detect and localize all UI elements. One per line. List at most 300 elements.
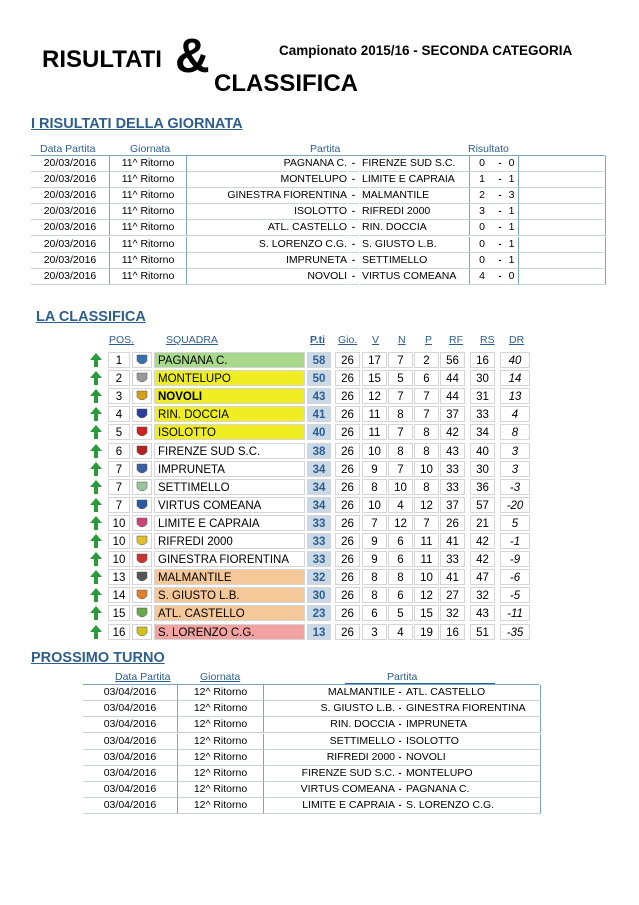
wins: 15	[362, 370, 387, 386]
wins: 9	[362, 551, 387, 567]
games-played: 26	[335, 497, 360, 513]
atl-castello-logo-icon	[132, 605, 152, 621]
up-arrow-icon	[89, 370, 103, 386]
match-date: 03/04/2016	[83, 750, 178, 766]
match-round: 11^ Ritorno	[110, 204, 187, 220]
away-team: RIN. DOCCIA	[360, 220, 470, 236]
position-number: 13	[108, 569, 130, 585]
away-team: ISOLOTTO	[405, 734, 541, 750]
result-spacer	[519, 237, 606, 253]
home-goals: 3	[469, 204, 495, 220]
up-arrow-icon	[89, 424, 103, 440]
away-team: IMPRUNETA	[405, 717, 541, 733]
match-separator: -	[395, 798, 405, 814]
match-date: 20/03/2016	[31, 156, 110, 172]
goals-against: 31	[470, 388, 495, 404]
results-row	[31, 156, 605, 172]
draws: 8	[388, 406, 413, 422]
draws: 6	[388, 551, 413, 567]
losses: 8	[414, 443, 439, 459]
away-team: RIFREDI 2000	[360, 204, 470, 220]
standings-header-points: P.ti	[310, 334, 325, 346]
goals-for: 56	[440, 352, 465, 368]
home-team: GINESTRA FIORENTINA	[187, 188, 347, 204]
games-played: 26	[335, 352, 360, 368]
goals-for: 33	[440, 479, 465, 495]
games-played: 26	[335, 533, 360, 549]
home-goals: 0	[469, 237, 495, 253]
away-team: GINESTRA FIORENTINA	[405, 701, 541, 717]
match-date: 20/03/2016	[31, 269, 110, 285]
away-team: MALMANTILE	[360, 188, 470, 204]
up-arrow-icon	[89, 497, 103, 513]
away-goals: 3	[505, 188, 519, 204]
match-round: 11^ Ritorno	[110, 188, 187, 204]
up-arrow-icon	[89, 624, 103, 640]
match-date: 20/03/2016	[31, 253, 110, 269]
team-points: 23	[307, 605, 331, 621]
home-team: SETTIMELLO	[264, 734, 395, 750]
score-separator: -	[495, 269, 505, 285]
games-played: 26	[335, 587, 360, 603]
goals-for: 37	[440, 406, 465, 422]
next-match-row	[83, 734, 539, 750]
away-team: ATL. CASTELLO	[405, 685, 541, 701]
title-classifica: CLASSIFICA	[214, 70, 358, 97]
losses: 7	[414, 388, 439, 404]
team-points: 43	[307, 388, 331, 404]
team-name: PAGNANA C.	[154, 352, 305, 368]
away-team: S. GIUSTO L.B.	[360, 237, 470, 253]
championship-label: Campionato 2015/16 - SECONDA CATEGORIA	[279, 43, 573, 58]
match-separator: -	[395, 717, 405, 733]
goal-difference: 5	[500, 515, 530, 531]
away-team: VIRTUS COMEANA	[360, 269, 470, 285]
draws: 6	[388, 587, 413, 603]
losses: 12	[414, 587, 439, 603]
team-points: 13	[307, 624, 331, 640]
standings-header-wins: V	[372, 334, 380, 346]
losses: 12	[414, 497, 439, 513]
score-separator: -	[495, 188, 505, 204]
away-team: MONTELUPO	[405, 766, 541, 782]
team-name: MONTELUPO	[154, 370, 305, 386]
wins: 10	[362, 497, 387, 513]
match-round: 11^ Ritorno	[110, 156, 187, 172]
position-number: 7	[108, 461, 130, 477]
away-goals: 1	[505, 237, 519, 253]
away-team: FIRENZE SUD S.C.	[360, 156, 470, 172]
home-team: FIRENZE SUD S.C.	[264, 766, 395, 782]
match-date: 03/04/2016	[83, 766, 178, 782]
score-separator: -	[348, 188, 359, 204]
goals-for: 44	[440, 388, 465, 404]
team-name: NOVOLI	[154, 388, 305, 404]
goals-for: 41	[440, 533, 465, 549]
match-round: 11^ Ritorno	[110, 269, 187, 285]
draws: 4	[388, 497, 413, 513]
up-arrow-icon	[89, 461, 103, 477]
goal-difference: 40	[500, 352, 530, 368]
score-separator: -	[348, 269, 359, 285]
away-goals: 1	[505, 172, 519, 188]
goals-for: 37	[440, 497, 465, 513]
s-lorenzo-logo-icon	[132, 624, 152, 640]
score-separator: -	[348, 220, 359, 236]
games-played: 26	[335, 388, 360, 404]
malmantile-logo-icon	[132, 569, 152, 585]
goal-difference: -1	[500, 533, 530, 549]
standings-header-goal-diff: DR	[509, 334, 525, 346]
wins: 17	[362, 352, 387, 368]
standings-header-losses: P	[425, 334, 433, 346]
montelupo-logo-icon	[132, 370, 152, 386]
score-separator: -	[495, 253, 505, 269]
score-separator: -	[348, 204, 359, 220]
limite-capraia-logo-icon	[132, 515, 152, 531]
team-points: 38	[307, 443, 331, 459]
games-played: 26	[335, 406, 360, 422]
position-number: 2	[108, 370, 130, 386]
goal-difference: 4	[500, 406, 530, 422]
result-spacer	[519, 220, 606, 236]
away-team: LIMITE E CAPRAIA	[360, 172, 470, 188]
goals-against: 34	[470, 424, 495, 440]
wins: 8	[362, 587, 387, 603]
home-team: RIN. DOCCIA	[264, 717, 395, 733]
goal-difference: 13	[500, 388, 530, 404]
match-round: 11^ Ritorno	[110, 237, 187, 253]
home-team: MALMANTILE	[264, 685, 395, 701]
goals-for: 27	[440, 587, 465, 603]
away-goals: 0	[505, 156, 519, 172]
match-separator: -	[395, 734, 405, 750]
games-played: 26	[335, 515, 360, 531]
goals-against: 36	[470, 479, 495, 495]
results-row	[31, 253, 605, 269]
s-giusto-logo-icon	[132, 587, 152, 603]
goal-difference: -3	[500, 479, 530, 495]
score-separator: -	[495, 172, 505, 188]
losses: 10	[414, 461, 439, 477]
goals-for: 33	[440, 551, 465, 567]
games-played: 26	[335, 424, 360, 440]
match-date: 03/04/2016	[83, 782, 178, 798]
results-row	[31, 172, 605, 188]
team-name: RIFREDI 2000	[154, 533, 305, 549]
home-team: RIFREDI 2000	[264, 750, 395, 766]
team-points: 32	[307, 569, 331, 585]
goals-against: 40	[470, 443, 495, 459]
up-arrow-icon	[89, 569, 103, 585]
team-points: 41	[307, 406, 331, 422]
match-date: 03/04/2016	[83, 798, 178, 814]
team-points: 34	[307, 497, 331, 513]
standings-header-draws: N	[398, 334, 406, 346]
team-name: RIN. DOCCIA	[154, 406, 305, 422]
position-number: 3	[108, 388, 130, 404]
match-round: 12^ Ritorno	[178, 734, 264, 750]
next-header-round: Giornata	[200, 671, 241, 683]
up-arrow-icon	[89, 587, 103, 603]
match-date: 03/04/2016	[83, 734, 178, 750]
games-played: 26	[335, 551, 360, 567]
home-goals: 1	[469, 172, 495, 188]
losses: 6	[414, 370, 439, 386]
wins: 12	[362, 388, 387, 404]
away-goals: 1	[505, 204, 519, 220]
team-name: IMPRUNETA	[154, 461, 305, 477]
title-ampersand: &	[175, 30, 210, 83]
draws: 8	[388, 569, 413, 585]
position-number: 10	[108, 533, 130, 549]
goal-difference: 3	[500, 443, 530, 459]
wins: 6	[362, 605, 387, 621]
match-separator: -	[395, 701, 405, 717]
virtus-comeana-logo-icon	[132, 497, 152, 513]
score-separator: -	[495, 220, 505, 236]
next-match-row	[83, 701, 539, 717]
games-played: 26	[335, 624, 360, 640]
goals-for: 44	[440, 370, 465, 386]
match-date: 20/03/2016	[31, 172, 110, 188]
title-risultati: RISULTATI	[42, 46, 162, 73]
position-number: 4	[108, 406, 130, 422]
firenze-sud-logo-icon	[132, 443, 152, 459]
impruneta-logo-icon	[132, 461, 152, 477]
goals-against: 32	[470, 587, 495, 603]
team-name: ATL. CASTELLO	[154, 605, 305, 621]
score-separator: -	[495, 237, 505, 253]
standings-header-team: SQUADRA	[166, 334, 218, 346]
results-row	[31, 237, 605, 253]
up-arrow-icon	[89, 479, 103, 495]
match-date: 20/03/2016	[31, 204, 110, 220]
draws: 7	[388, 461, 413, 477]
team-points: 50	[307, 370, 331, 386]
losses: 8	[414, 479, 439, 495]
goals-against: 47	[470, 569, 495, 585]
draws: 7	[388, 352, 413, 368]
goal-difference: -11	[500, 605, 530, 621]
home-team: LIMITE E CAPRAIA	[264, 798, 395, 814]
results-header-match: Partita	[310, 143, 341, 155]
result-spacer	[519, 172, 606, 188]
match-date: 03/04/2016	[83, 717, 178, 733]
result-spacer	[519, 188, 606, 204]
team-points: 30	[307, 587, 331, 603]
position-number: 5	[108, 424, 130, 440]
wins: 7	[362, 515, 387, 531]
match-separator: -	[395, 782, 405, 798]
goal-difference: -5	[500, 587, 530, 603]
match-round: 12^ Ritorno	[178, 717, 264, 733]
home-team: PAGNANA C.	[187, 156, 347, 172]
wins: 9	[362, 461, 387, 477]
rin-doccia-logo-icon	[132, 406, 152, 422]
goals-against: 42	[470, 533, 495, 549]
results-row	[31, 269, 605, 285]
home-goals: 2	[469, 188, 495, 204]
games-played: 26	[335, 370, 360, 386]
score-separator: -	[348, 237, 359, 253]
draws: 8	[388, 443, 413, 459]
wins: 9	[362, 533, 387, 549]
goals-against: 33	[470, 406, 495, 422]
match-separator: -	[395, 766, 405, 782]
losses: 15	[414, 605, 439, 621]
team-name: ISOLOTTO	[154, 424, 305, 440]
next-header-match: Partita	[387, 671, 418, 683]
match-round: 11^ Ritorno	[110, 220, 187, 236]
match-round: 11^ Ritorno	[110, 253, 187, 269]
results-row	[31, 188, 605, 204]
away-goals: 0	[505, 269, 519, 285]
wins: 8	[362, 479, 387, 495]
up-arrow-icon	[89, 406, 103, 422]
games-played: 26	[335, 443, 360, 459]
losses: 19	[414, 624, 439, 640]
home-team: ISOLOTTO	[187, 204, 347, 220]
score-separator: -	[495, 156, 505, 172]
draws: 12	[388, 515, 413, 531]
home-team: IMPRUNETA	[187, 253, 347, 269]
isolotto-logo-icon	[132, 424, 152, 440]
goals-against: 30	[470, 461, 495, 477]
next-match-row	[83, 685, 539, 701]
match-date: 20/03/2016	[31, 220, 110, 236]
up-arrow-icon	[89, 443, 103, 459]
losses: 11	[414, 551, 439, 567]
match-date: 03/04/2016	[83, 701, 178, 717]
goal-difference: -6	[500, 569, 530, 585]
team-points: 40	[307, 424, 331, 440]
team-name: VIRTUS COMEANA	[154, 497, 305, 513]
team-name: GINESTRA FIORENTINA	[154, 551, 305, 567]
goals-against: 43	[470, 605, 495, 621]
next-round-section-title: PROSSIMO TURNO	[31, 650, 165, 666]
goals-for: 42	[440, 424, 465, 440]
losses: 2	[414, 352, 439, 368]
wins: 8	[362, 569, 387, 585]
goals-for: 41	[440, 569, 465, 585]
score-separator: -	[348, 253, 359, 269]
away-goals: 1	[505, 220, 519, 236]
results-row	[31, 204, 605, 220]
draws: 5	[388, 370, 413, 386]
next-match-row	[83, 782, 539, 798]
losses: 10	[414, 569, 439, 585]
away-goals: 1	[505, 253, 519, 269]
result-spacer	[519, 253, 606, 269]
draws: 10	[388, 479, 413, 495]
team-name: S. LORENZO C.G.	[154, 624, 305, 640]
wins: 3	[362, 624, 387, 640]
losses: 7	[414, 406, 439, 422]
match-round: 12^ Ritorno	[178, 766, 264, 782]
match-round: 12^ Ritorno	[178, 750, 264, 766]
position-number: 6	[108, 443, 130, 459]
goals-against: 16	[470, 352, 495, 368]
position-number: 10	[108, 515, 130, 531]
position-number: 14	[108, 587, 130, 603]
position-number: 16	[108, 624, 130, 640]
team-points: 33	[307, 515, 331, 531]
up-arrow-icon	[89, 551, 103, 567]
next-header-date: Data Partita	[115, 671, 171, 683]
match-round: 12^ Ritorno	[178, 685, 264, 701]
team-name: MALMANTILE	[154, 569, 305, 585]
goal-difference: -9	[500, 551, 530, 567]
novoli-logo-icon	[132, 388, 152, 404]
home-goals: 0	[469, 253, 495, 269]
next-match-row	[83, 798, 539, 814]
draws: 6	[388, 533, 413, 549]
goals-for: 32	[440, 605, 465, 621]
wins: 11	[362, 406, 387, 422]
pagnana-logo-icon	[132, 352, 152, 368]
up-arrow-icon	[89, 388, 103, 404]
home-team: NOVOLI	[187, 269, 347, 285]
up-arrow-icon	[89, 352, 103, 368]
goals-for: 26	[440, 515, 465, 531]
results-row	[31, 220, 605, 236]
results-header-round: Giornata	[130, 143, 171, 155]
score-separator: -	[348, 172, 359, 188]
rifredi-logo-icon	[132, 533, 152, 549]
up-arrow-icon	[89, 515, 103, 531]
match-round: 12^ Ritorno	[178, 701, 264, 717]
wins: 10	[362, 443, 387, 459]
position-number: 1	[108, 352, 130, 368]
games-played: 26	[335, 605, 360, 621]
results-header-date: Data Partita	[40, 143, 96, 155]
team-name: SETTIMELLO	[154, 479, 305, 495]
draws: 7	[388, 424, 413, 440]
position-number: 7	[108, 479, 130, 495]
next-match-row	[83, 750, 539, 766]
draws: 7	[388, 388, 413, 404]
team-points: 33	[307, 551, 331, 567]
home-goals: 0	[469, 156, 495, 172]
ginestra-logo-icon	[132, 551, 152, 567]
score-separator: -	[348, 156, 359, 172]
match-round: 11^ Ritorno	[110, 172, 187, 188]
match-date: 03/04/2016	[83, 685, 178, 701]
games-played: 26	[335, 569, 360, 585]
result-spacer	[519, 156, 606, 172]
results-header-result: Risultato	[468, 143, 509, 155]
goals-for: 16	[440, 624, 465, 640]
home-team: ATL. CASTELLO	[187, 220, 347, 236]
team-name: FIRENZE SUD S.C.	[154, 443, 305, 459]
goal-difference: -35	[500, 624, 530, 640]
wins: 11	[362, 424, 387, 440]
home-team: MONTELUPO	[187, 172, 347, 188]
next-match-row	[83, 717, 539, 733]
goals-against: 57	[470, 497, 495, 513]
team-points: 34	[307, 461, 331, 477]
up-arrow-icon	[89, 533, 103, 549]
goals-against: 21	[470, 515, 495, 531]
draws: 4	[388, 624, 413, 640]
home-team: S. LORENZO C.G.	[187, 237, 347, 253]
losses: 11	[414, 533, 439, 549]
next-match-row	[83, 766, 539, 782]
standings-section-title: LA CLASSIFICA	[36, 309, 146, 325]
goals-for: 33	[440, 461, 465, 477]
goal-difference: 3	[500, 461, 530, 477]
